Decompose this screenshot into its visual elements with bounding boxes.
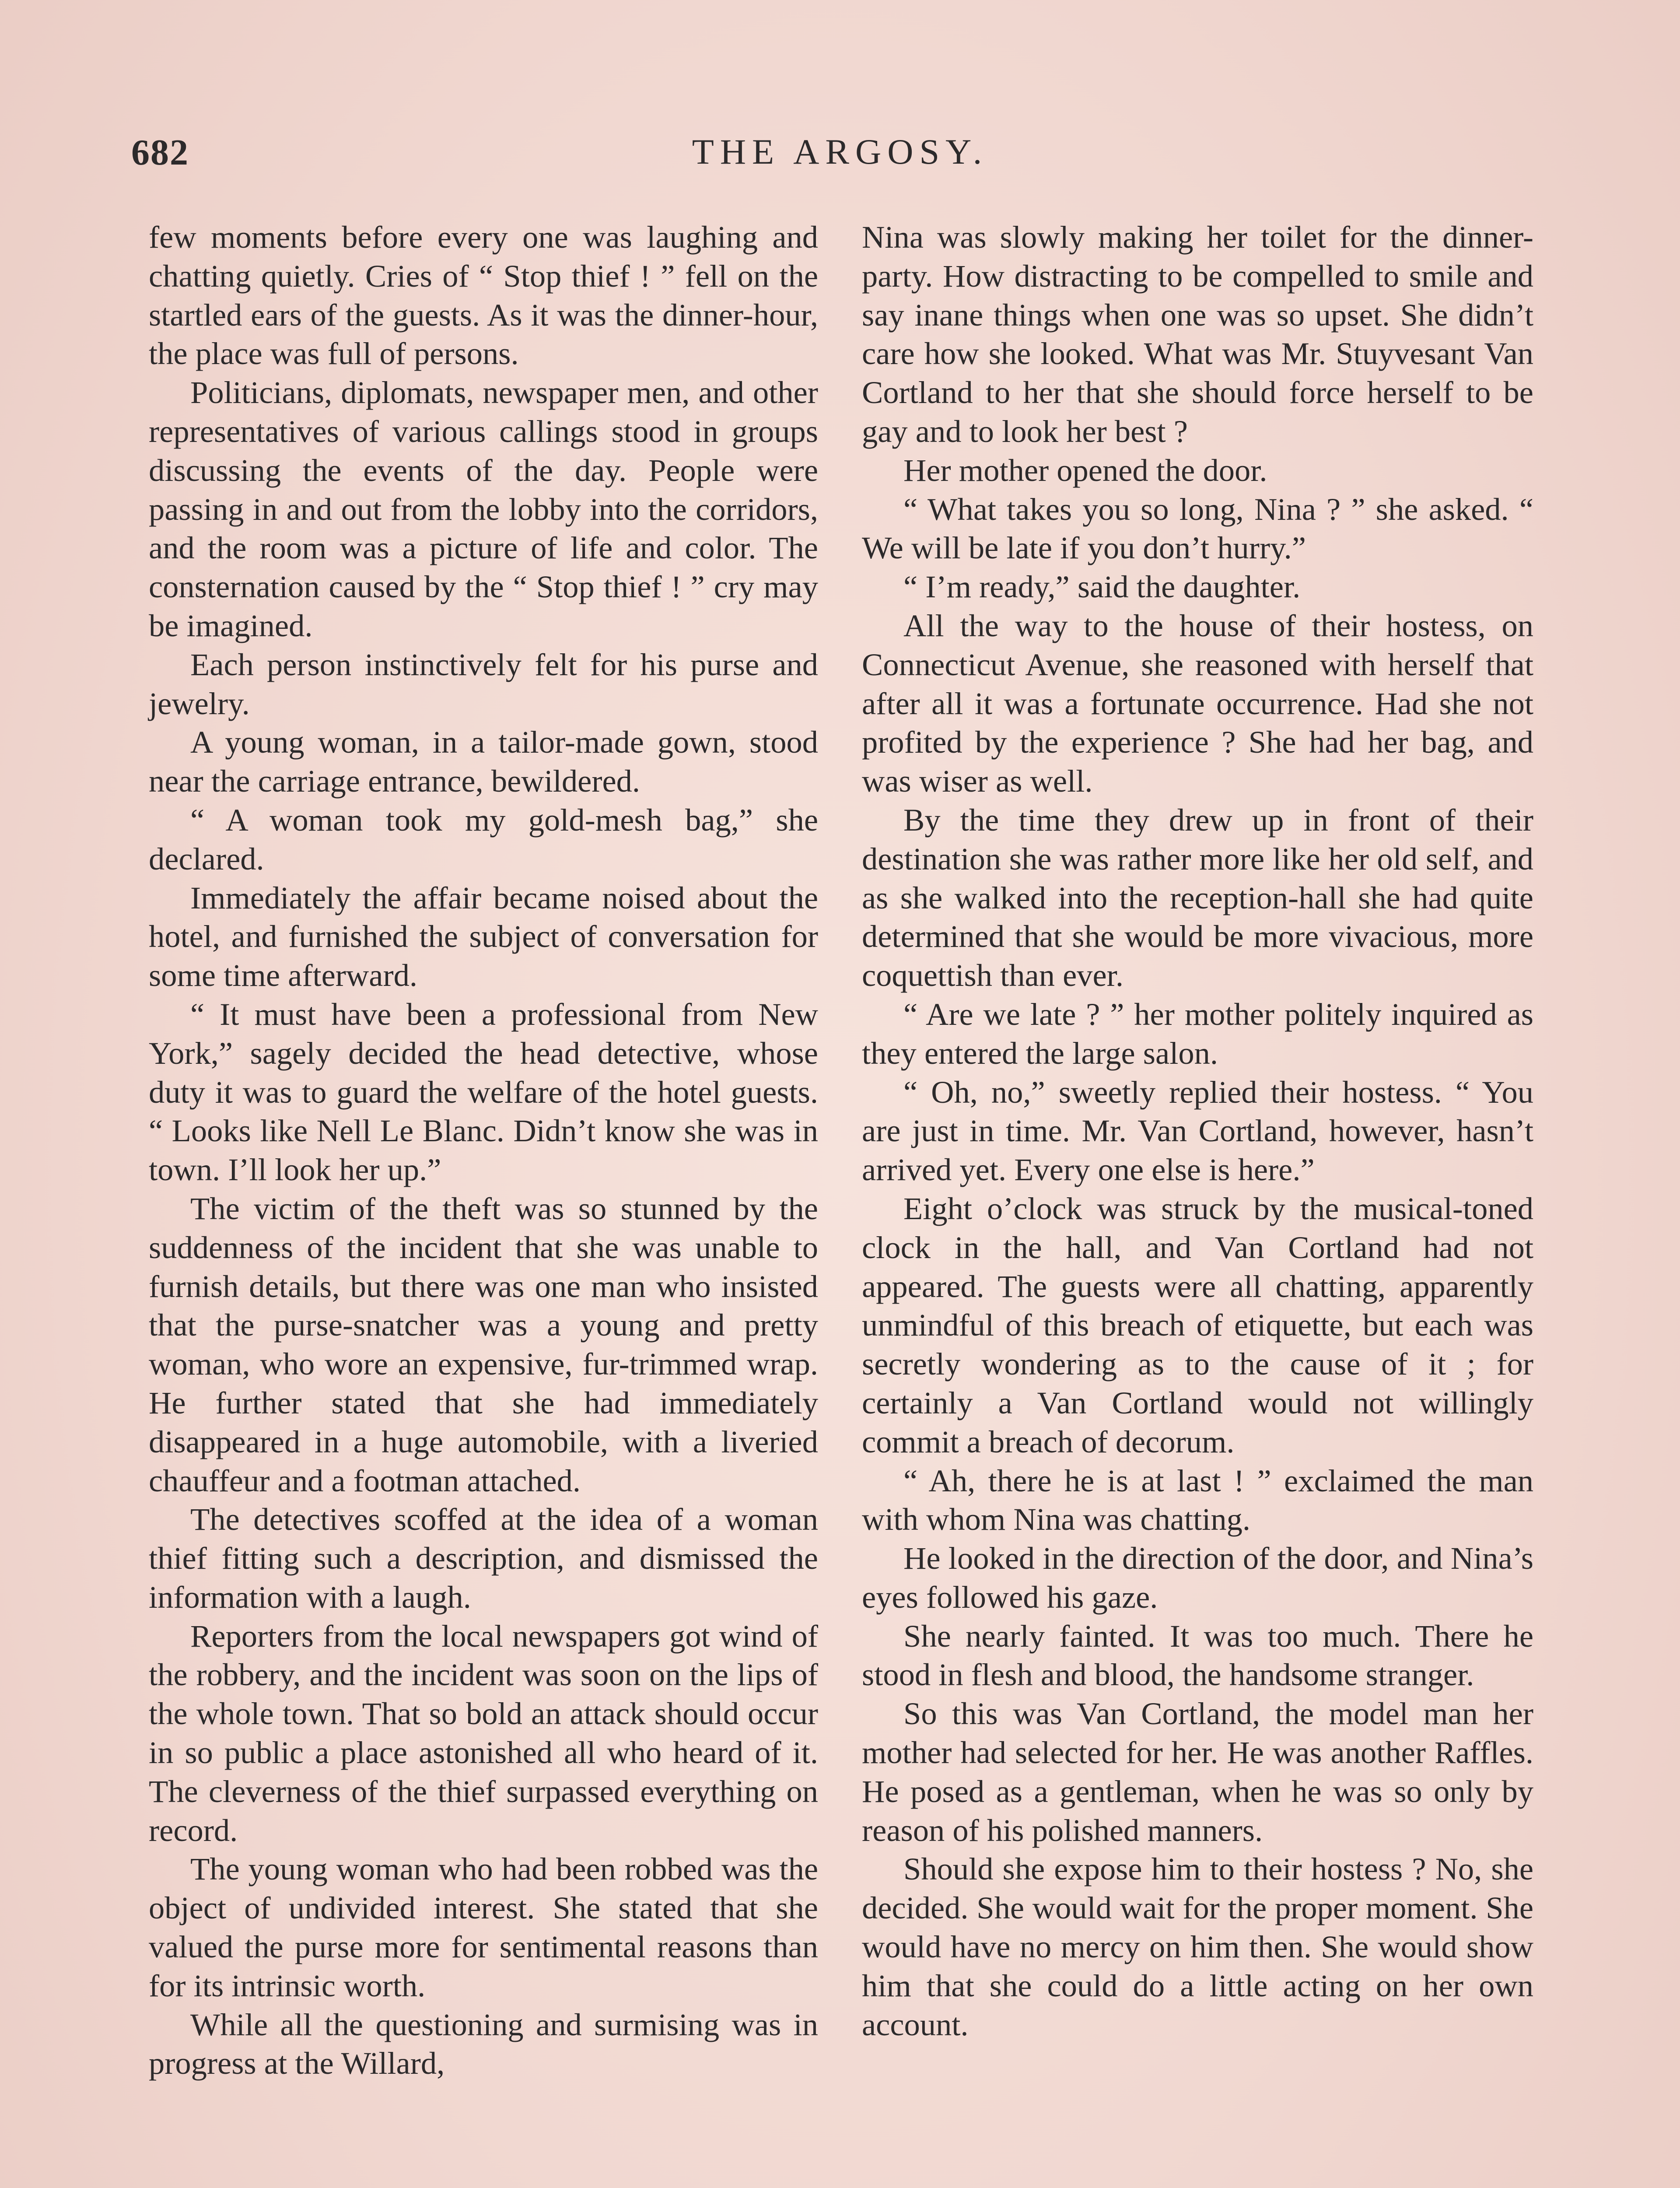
paragraph: “ It must have been a professional from New York,” sagely decided the head detective, whose duty it was to guard the welfare of the hotel guests. “ Looks like Nell Le Blanc. Didn’t know she was in town. I’ll look her up.”	[149, 996, 818, 1188]
paragraph: Nina was slowly making her toilet for the dinner-party. How distracting to be compelled to smile and say inane things when one was so upset. She didn’t care how she looked. What was Mr. Stuyvesant Van Cortland to her that she should force herself to be gay and to look her best ?	[862, 219, 1533, 449]
paragraph: She nearly fainted. It was too much. There he stood in flesh and blood, the handsome stranger.	[862, 1618, 1533, 1693]
paragraph: The detectives scoffed at the idea of a woman thief fitting such a description, and dismissed the information with a laugh.	[149, 1501, 818, 1615]
paragraph: Reporters from the local newspapers got wind of the robbery, and the incident was soon on the lips of the whole town. That so bold an attack should occur in so public a place astonished all who heard of it. The cleverness of the thief surpassed everything on record.	[149, 1618, 818, 1848]
paragraph: Eight o’clock was struck by the musical-toned clock in the hall, and Van Cortland had not appeared. The guests were all chatting, apparently unmindful of this breach of etiquette, but each was secretly wondering as to the cause of it ; for certainly a Van Cortland would not willingly commit a breach of decorum.	[862, 1190, 1533, 1459]
paragraph: The young woman who had been robbed was the object of undivided interest. She stated that she valued the purse more for sentimental reasons than for its intrinsic worth.	[149, 1851, 818, 2003]
paragraph: A young woman, in a tailor-made gown, stood near the carriage entrance, bewildered.	[149, 724, 818, 799]
right-column	[862, 218, 1533, 2044]
paragraph: So this was Van Cortland, the model man her mother had selected for her. He was another Raffles. He posed as a gentleman, when he was so only by reason of his polished manners.	[862, 1696, 1533, 1848]
paragraph: Should she expose him to their hostess ? No, she decided. She would wait for the proper moment. She would have no mercy on him then. She would show him that she could do a little acting on her own account.	[862, 1851, 1533, 2042]
paragraph: While all the questioning and surmising was in progress at the Willard,	[149, 2006, 818, 2081]
paragraph: He looked in the direction of the door, and Nina’s eyes followed his gaze.	[862, 1540, 1533, 1615]
paragraph: Her mother opened the door.	[903, 452, 1267, 488]
paragraph: “ I’m ready,” said the daughter.	[903, 569, 1301, 605]
page-header	[0, 131, 1680, 184]
paragraph: Immediately the affair became noised about the hotel, and furnished the subject of conversation for some time afterward.	[149, 880, 818, 993]
paragraph: “ Ah, there he is at last ! ” exclaimed the man with whom Nina was chatting.	[862, 1462, 1533, 1537]
paragraph: “ What takes you so long, Nina ? ” she asked. “ We will be late if you don’t hurry.”	[862, 491, 1533, 566]
paragraph: Politicians, diplomats, newspaper men, and other representatives of various callings stood in groups discussing the events of the day. People were passing in and out from the lobby into the corridors, and the room was a picture of life and color. The consternation caused by the “ Stop thief ! ” cry may be imagined.	[149, 375, 818, 643]
paragraph: The victim of the theft was so stunned by the suddenness of the incident that she was unable to furnish details, but there was one man who insisted that the purse-snatcher was a young and pretty woman, who wore an expensive, fur-trimmed wrap. He further stated that she had immediately disappeared in a huge automobile, with a liveried chauffeur and a footman attached.	[149, 1190, 818, 1498]
running-head: THE ARGOSY.	[692, 132, 988, 172]
paragraph: few moments before every one was laughing and chatting quietly. Cries of “ Stop thief ! ” fell on the startled ears of the guests. As it was the dinner-hour, the place was full of persons.	[149, 219, 818, 372]
page-number: 682	[131, 132, 189, 173]
paragraph: “ Are we late ? ” her mother politely inquired as they entered the large salon.	[862, 996, 1533, 1071]
paragraph: “ Oh, no,” sweetly replied their hostess. “ You are just in time. Mr. Van Cortland, however, hasn’t arrived yet. Every one else is here.”	[862, 1074, 1533, 1188]
paragraph: Each person instinctively felt for his purse and jewelry.	[149, 646, 818, 721]
paragraph: “ A woman took my gold-mesh bag,” she declared.	[149, 802, 818, 877]
paragraph: By the time they drew up in front of their destination she was rather more like her old self, and as she walked into the reception-hall she had quite determined that she would be more vivacious, more coquettish than ever.	[862, 802, 1533, 993]
left-column	[149, 218, 818, 2083]
paragraph: All the way to the house of their hostess, on Connecticut Avenue, she reasoned with herself that after all it was a fortunate occurrence. Had she not profited by the experience ? She had her bag, and was wiser as well.	[862, 607, 1533, 799]
